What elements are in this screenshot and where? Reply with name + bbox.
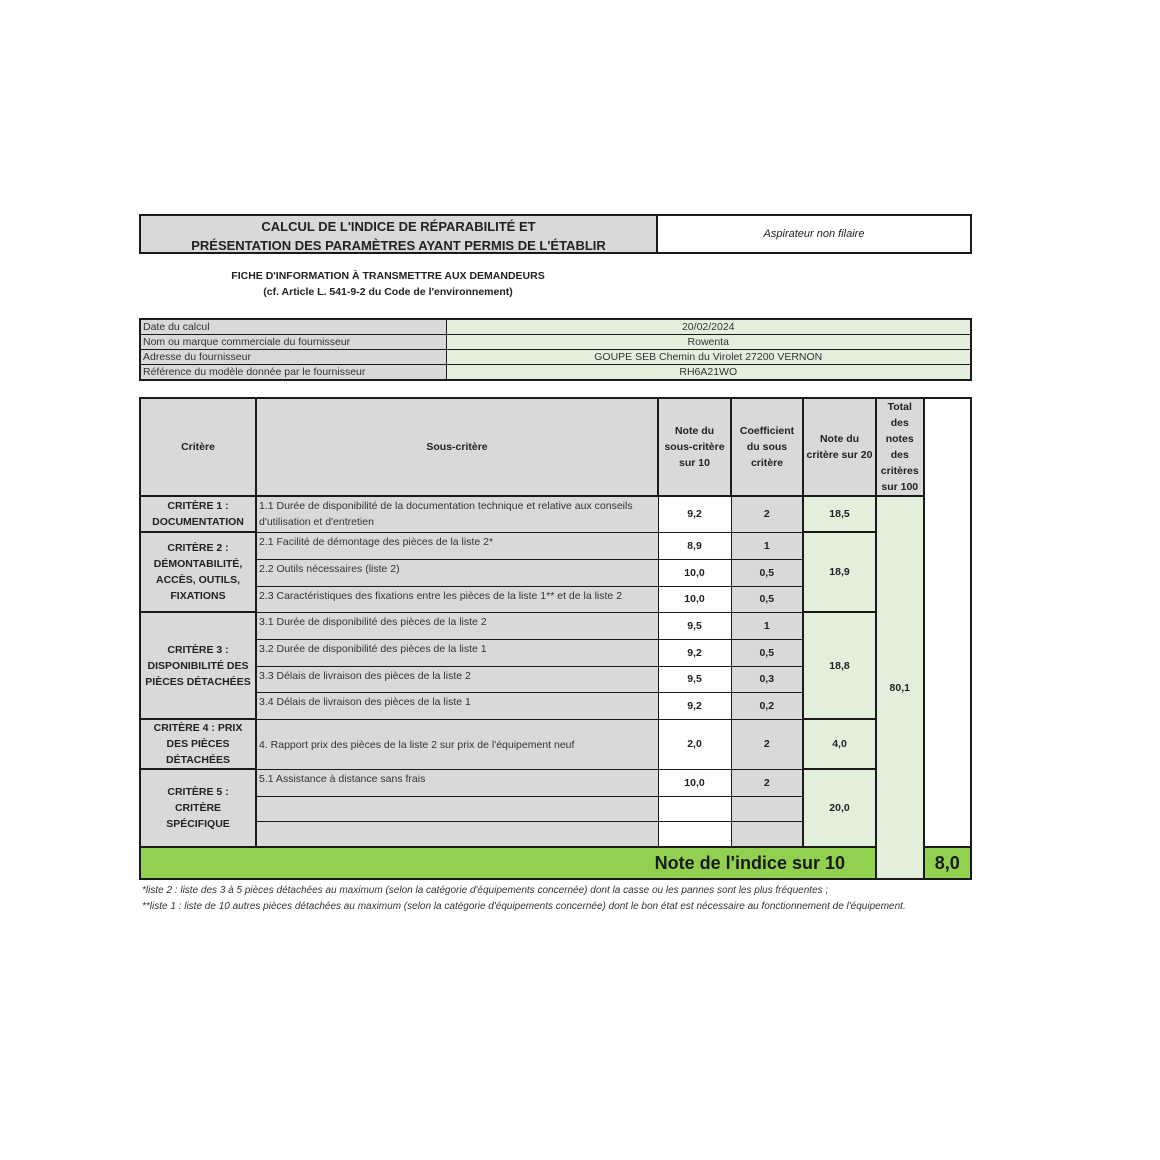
info-row [140, 350, 971, 365]
final-score-value: 8,0 [924, 847, 972, 879]
sub-criterion-note: 9,2 [658, 496, 731, 532]
table-row [140, 769, 971, 796]
sub-criterion-note: 9,5 [658, 612, 731, 639]
col-header-note-sous-critere: Note du sous-critère sur 10 [658, 398, 731, 496]
criterion-5-score: 20,0 [803, 769, 876, 847]
sub-criterion-coef: 0,5 [731, 559, 803, 586]
sub-criterion-note: 2,0 [658, 719, 731, 769]
col-header-sous-critere: Sous-critère [256, 398, 658, 496]
title-line-2: PRÉSENTATION DES PARAMÈTRES AYANT PERMIS DE L'ÉTABLIR [191, 238, 606, 253]
sub-criterion-note: 9,5 [658, 666, 731, 692]
sub-criterion-empty [256, 796, 658, 821]
product-type: Aspirateur non filaire [763, 228, 865, 240]
sub-criterion-coef: 2 [731, 496, 803, 532]
final-score-label: Note de l'indice sur 10 [140, 847, 876, 879]
sub-criterion-label: 3.4 Délais de livraison des pièces de la liste 1 [256, 692, 658, 719]
info-value: Rowenta [446, 335, 971, 350]
final-score-row [140, 847, 971, 879]
sub-criterion-label: 1.1 Durée de disponibilité de la documentation technique et relative aux conseils d'utilisation et d'entretien [256, 496, 658, 532]
info-label: Référence du modèle donnée par le fournisseur [140, 365, 446, 381]
sub-criterion-label: 3.3 Délais de livraison des pièces de la liste 2 [256, 666, 658, 692]
col-header-coefficient: Coefficient du sous critère [731, 398, 803, 496]
info-label: Nom ou marque commerciale du fournisseur [140, 335, 446, 350]
sub-criterion-label: 5.1 Assistance à distance sans frais [256, 769, 658, 796]
footnote-list-1: **liste 1 : liste de 10 autres pièces détachées au maximum (selon la catégorie d'équipements concernée) dont le bon état est nécessaire au fonctionnement de l'équipement. [142, 901, 906, 912]
sub-criterion-coef: 1 [731, 532, 803, 559]
title-line-1: CALCUL DE L'INDICE DE RÉPARABILITÉ ET [261, 219, 536, 234]
table-row [140, 612, 971, 639]
table-row [140, 719, 971, 769]
info-row [140, 319, 971, 335]
info-label: Date du calcul [140, 319, 446, 335]
col-header-total: Total des notes des critères sur 100 [876, 398, 924, 496]
header-box [139, 214, 972, 254]
sub-criterion-coef: 2 [731, 769, 803, 796]
sub-criterion-empty [256, 821, 658, 847]
sub-criterion-note: 10,0 [658, 586, 731, 612]
col-header-critere: Critère [140, 398, 256, 496]
criterion-4-score: 4,0 [803, 719, 876, 769]
sub-criterion-coef: 0,5 [731, 639, 803, 666]
sub-criterion-label: 3.1 Durée de disponibilité des pièces de la liste 2 [256, 612, 658, 639]
info-value: RH6A21WO [446, 365, 971, 381]
sub-criterion-note: 9,2 [658, 692, 731, 719]
sub-criterion-coef: 2 [731, 719, 803, 769]
sub-criterion-note: 8,9 [658, 532, 731, 559]
criterion-3-label: CRITÈRE 3 : DISPONIBILITÉ DES PIÈCES DÉTACHÉES [140, 612, 256, 719]
sub-criterion-note-empty [658, 821, 731, 847]
criterion-5-label: CRITÈRE 5 : CRITÈRE SPÉCIFIQUE [140, 769, 256, 847]
criterion-2-score: 18,9 [803, 532, 876, 612]
sub-criterion-coef: 0,2 [731, 692, 803, 719]
sub-criterion-note: 10,0 [658, 769, 731, 796]
total-score: 80,1 [876, 496, 924, 879]
footnote-list-2: *liste 2 : liste des 3 à 5 pièces détachées au maximum (selon la catégorie d'équipements concernée) dont la casse ou les pannes sont les plus fréquentes ; [142, 885, 829, 896]
sub-criterion-coef-empty [731, 796, 803, 821]
footnotes [139, 883, 942, 915]
sub-criterion-coef: 0,5 [731, 586, 803, 612]
sub-criterion-note-empty [658, 796, 731, 821]
info-value: 20/02/2024 [446, 319, 971, 335]
info-row [140, 365, 971, 381]
info-value: GOUPE SEB Chemin du Virolet 27200 VERNON [446, 350, 971, 365]
sub-criterion-label: 4. Rapport prix des pièces de la liste 2 sur prix de l'équipement neuf [256, 719, 658, 769]
criterion-1-label: CRITÈRE 1 : DOCUMENTATION [140, 496, 256, 532]
table-row [140, 532, 971, 559]
col-header-note-critere: Note du critère sur 20 [803, 398, 876, 496]
sub-criterion-coef: 1 [731, 612, 803, 639]
sub-criterion-label: 3.2 Durée de disponibilité des pièces de la liste 1 [256, 639, 658, 666]
sub-criterion-coef-empty [731, 821, 803, 847]
supplier-info-table [139, 318, 972, 381]
criterion-4-label: CRITÈRE 4 : PRIX DES PIÈCES DÉTACHÉES [140, 719, 256, 769]
sub-criterion-coef: 0,3 [731, 666, 803, 692]
subheader-line-1: FICHE D'INFORMATION À TRANSMETTRE AUX DEMANDEURS [231, 270, 545, 282]
header-row [140, 398, 971, 496]
criterion-3-score: 18,8 [803, 612, 876, 719]
info-label: Adresse du fournisseur [140, 350, 446, 365]
criterion-1-score: 18,5 [803, 496, 876, 532]
table-row [140, 496, 971, 532]
info-row [140, 335, 971, 350]
sub-criterion-note: 9,2 [658, 639, 731, 666]
sub-criterion-label: 2.3 Caractéristiques des fixations entre les pièces de la liste 1** et de la liste 2 [256, 586, 658, 612]
criteria-table [139, 397, 972, 880]
repairability-sheet [139, 214, 972, 915]
subheader-line-2: (cf. Article L. 541-9-2 du Code de l'environnement) [263, 286, 513, 298]
criterion-2-label: CRITÈRE 2 : DÉMONTABILITÉ, ACCÈS, OUTILS, FIXATIONS [140, 532, 256, 612]
subheader [139, 268, 637, 300]
page-title [141, 216, 658, 252]
sub-criterion-label: 2.1 Facilité de démontage des pièces de la liste 2* [256, 532, 658, 559]
sub-criterion-label: 2.2 Outils nécessaires (liste 2) [256, 559, 658, 586]
sub-criterion-note: 10,0 [658, 559, 731, 586]
